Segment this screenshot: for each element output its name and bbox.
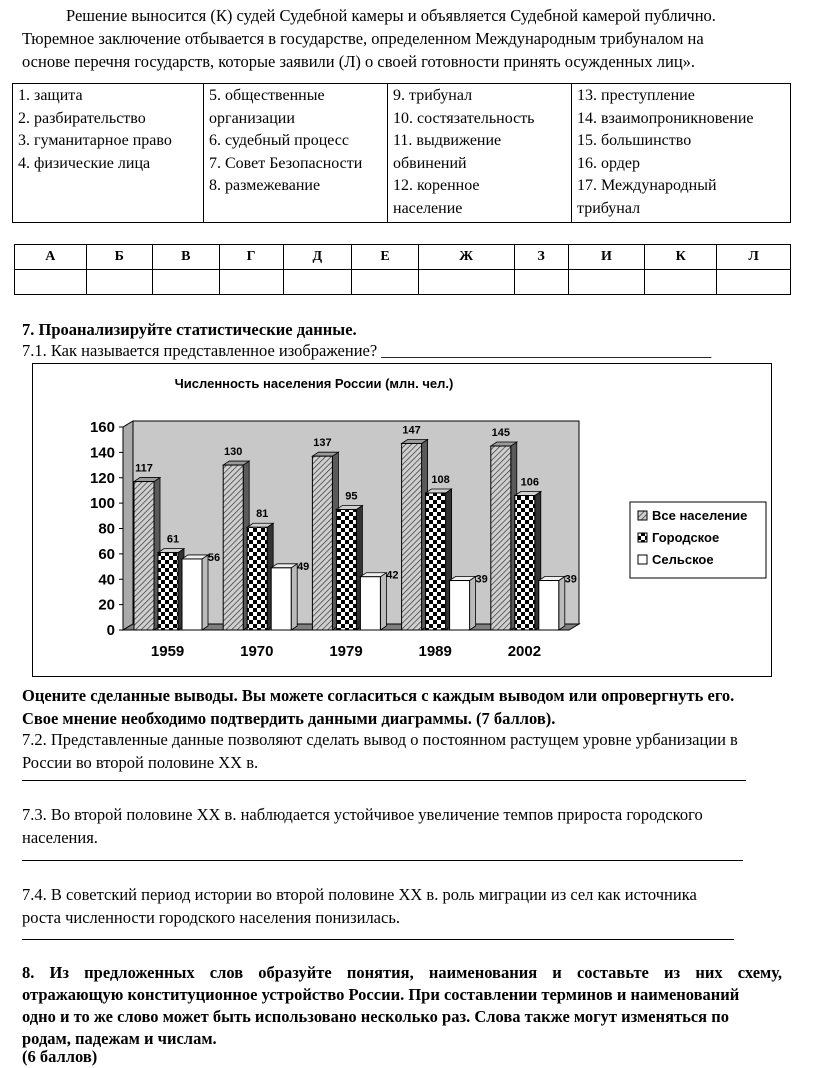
x-tick-label: 1979: [329, 643, 363, 660]
word-item: население: [393, 199, 463, 217]
x-tick-label: 1970: [240, 643, 274, 660]
answer-cell[interactable]: [152, 270, 219, 295]
data-label: 56: [207, 551, 221, 564]
chart-side-wall: [123, 421, 133, 630]
x-tick-label: 1959: [150, 643, 185, 660]
y-tick-label: 120: [89, 469, 115, 487]
word-item: 14. взаимопроникновение: [577, 109, 754, 127]
y-tick-label: 40: [98, 571, 115, 589]
word-item: 4. физические лица: [18, 154, 151, 172]
word-item: 12. коренное: [393, 177, 480, 194]
answer-cells-row: [15, 270, 791, 295]
y-tick-label: 140: [89, 444, 115, 462]
bar: [491, 446, 511, 630]
data-label: 147: [402, 424, 421, 437]
bar: [158, 553, 178, 630]
data-label: 39: [564, 573, 577, 586]
bar: [450, 581, 470, 630]
bar: [426, 493, 446, 630]
data-label: 108: [431, 473, 450, 486]
answer-table: [14, 244, 791, 295]
task7-question-4-line-2: роста численности городского населения понизилась.: [22, 908, 400, 927]
word-item: 6. судебный процесс: [209, 132, 349, 149]
y-tick-label: 100: [89, 495, 115, 513]
answer-cell[interactable]: [86, 270, 152, 295]
bar: [539, 581, 559, 630]
answer-cell[interactable]: [283, 270, 352, 295]
task8-line-3: одно и то же слово может быть использовано несколько раз. Слова также могут изменяться по: [22, 1007, 729, 1026]
answer-cell[interactable]: [514, 270, 568, 295]
word-item: организации: [209, 109, 295, 127]
bar: [134, 482, 154, 630]
answer-letter: Г: [219, 245, 283, 270]
task7-question-1: 7.1. Как называется представленное изображение? ________________________________________: [22, 341, 712, 360]
data-label: 137: [313, 437, 332, 450]
answer-letter: Л: [717, 245, 791, 270]
answer-line-7-2[interactable]: [22, 780, 746, 781]
bar: [312, 456, 332, 630]
bar: [336, 509, 356, 630]
data-label: 81: [256, 508, 269, 521]
legend-entry: Городское: [652, 530, 720, 545]
answer-cell[interactable]: [418, 270, 514, 295]
data-label: 117: [135, 462, 153, 475]
bar: [515, 496, 535, 630]
intro-line-1: Решение выносится (К) судей Судебной камеры и объявляется Судебной камерой публично.: [66, 6, 716, 25]
word-item: 17. Международный: [577, 177, 717, 194]
bar-side: [202, 555, 208, 630]
word-column-3: [388, 84, 572, 223]
answer-cell[interactable]: [352, 270, 419, 295]
task7-question-3-line-1: 7.3. Во второй половине XX в. наблюдается устойчивое увеличение темпов прироста городского: [22, 805, 703, 824]
bar: [223, 465, 243, 630]
y-tick-label: 0: [106, 622, 115, 639]
task8-line-4: родам, падежам и числам.: [22, 1029, 217, 1048]
word-item: 5. общественные: [209, 87, 325, 104]
word-item: 1. защита: [18, 87, 83, 104]
data-label: 145: [491, 427, 510, 440]
word-item: 9. трибунал: [393, 87, 473, 104]
task7-instruction-1: Оцените сделанные выводы. Вы можете согласиться с каждым выводом или опровергнуть его.: [22, 686, 735, 705]
intro-line-3: основе перечня государств, которые заявили (Л) о своей готовности принять осужденных лиц».: [22, 52, 696, 71]
answer-cell[interactable]: [717, 270, 791, 295]
word-column-1: [13, 84, 204, 223]
word-item: обвинений: [393, 154, 467, 172]
answer-letter: З: [514, 245, 568, 270]
y-tick-label: 60: [98, 545, 115, 563]
intro-line-2: Тюремное заключение отбывается в государстве, определенном Международным трибуналом на: [22, 29, 704, 48]
answer-letter: Ж: [418, 245, 514, 270]
task7-heading: 7. Проанализируйте статистические данные.: [22, 320, 357, 339]
task7-question-4-line-1: 7.4. В советский период истории во второй половине XX в. роль миграции из сел как источника: [22, 885, 697, 904]
word-item: трибунал: [577, 199, 641, 217]
answer-letters-row: [15, 245, 791, 270]
answer-letter: Б: [86, 245, 152, 270]
data-label: 61: [166, 533, 180, 546]
bar: [402, 443, 422, 630]
word-item: 16. ордер: [577, 154, 641, 172]
answer-cell[interactable]: [645, 270, 717, 295]
task7-question-3-line-2: населения.: [22, 828, 98, 847]
word-item: 13. преступление: [577, 87, 695, 104]
x-tick-label: 1989: [418, 643, 452, 660]
answer-letter: Е: [352, 245, 419, 270]
data-label: 42: [386, 569, 399, 582]
legend-swatch: [638, 555, 647, 564]
answer-letter: К: [645, 245, 717, 270]
answer-line-7-4[interactable]: [22, 939, 734, 940]
bar-side: [291, 564, 297, 630]
answer-cell[interactable]: [219, 270, 283, 295]
task7-instruction-2: Свое мнение необходимо подтвердить данными диаграммы. (7 баллов).: [22, 709, 556, 728]
y-tick-label: 80: [98, 520, 115, 538]
chart-title: Численность населения России (млн. чел.): [174, 376, 454, 391]
bar: [182, 559, 202, 630]
task7-question-2-line-2: России во второй половине XX в.: [22, 753, 259, 772]
data-label: 130: [224, 446, 243, 459]
word-item: 3. гуманитарное право: [18, 132, 172, 149]
data-label: 95: [345, 490, 358, 503]
legend-entry: Сельское: [652, 552, 714, 567]
word-item: 11. выдвижение: [393, 132, 502, 149]
legend-entry: Все население: [652, 508, 748, 523]
data-label: 49: [297, 560, 310, 573]
word-column-4: [572, 84, 791, 223]
y-tick-label: 20: [98, 596, 115, 614]
population-chart: [32, 363, 772, 677]
data-label: 106: [520, 476, 539, 489]
legend-swatch: [638, 511, 647, 520]
word-item: 10. состязательность: [393, 109, 535, 127]
word-item: 7. Совет Безопасности: [209, 154, 363, 172]
chart-svg: [33, 364, 771, 676]
answer-cell[interactable]: [15, 270, 87, 295]
y-tick-label: 160: [89, 419, 115, 436]
task8-line-1: 8. Из предложенных слов образуйте понятия, наименования и составьте из них схему,: [22, 963, 782, 982]
chart-legend: [630, 502, 766, 578]
task8-line-2: отражающую конституционное устройство России. При составлении терминов и наименований: [22, 985, 740, 1004]
answer-cell[interactable]: [568, 270, 645, 295]
word-item: 8. размежевание: [209, 177, 321, 194]
word-item: 2. разбирательство: [18, 109, 146, 127]
answer-letter: А: [15, 245, 87, 270]
answer-letter: Д: [283, 245, 352, 270]
intro-paragraph: [22, 4, 782, 73]
data-label: 39: [475, 573, 488, 586]
bar: [360, 577, 380, 630]
answer-letter: И: [568, 245, 645, 270]
word-table: [12, 83, 791, 223]
answer-letter: В: [152, 245, 219, 270]
task8-line-5: (6 баллов): [22, 1047, 98, 1066]
x-tick-label: 2002: [507, 643, 542, 660]
word-item: 15. большинство: [577, 132, 692, 149]
legend-swatch: [638, 533, 647, 542]
task7-question-2-line-1: 7.2. Представленные данные позволяют сделать вывод о постоянном растущем уровне урбанизации в: [22, 730, 738, 749]
word-column-2: [204, 84, 388, 223]
bar: [271, 568, 291, 630]
answer-line-7-3[interactable]: [22, 860, 743, 861]
bar: [247, 527, 267, 630]
